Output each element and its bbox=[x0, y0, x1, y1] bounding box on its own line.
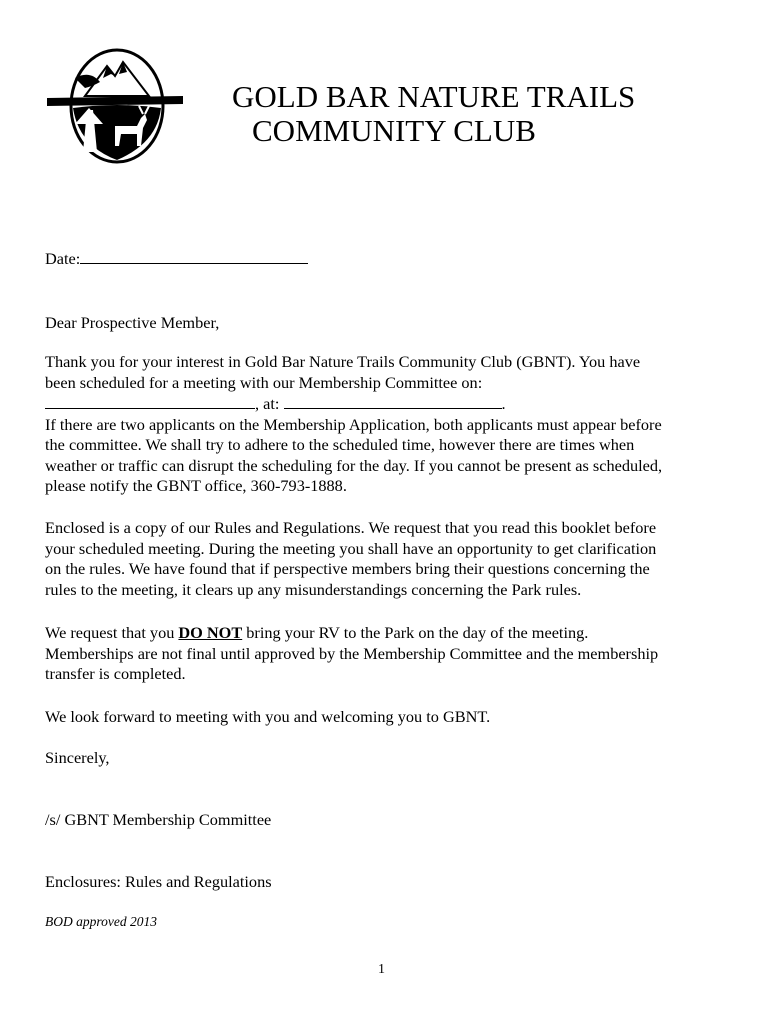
p2-line-b: your scheduled meeting. During the meeting you shall have an opportunity to get clarification bbox=[45, 538, 657, 558]
mountain-deer-emblem-icon bbox=[45, 48, 185, 168]
page-title bbox=[232, 80, 635, 148]
p2-line-a: Enclosed is a copy of our Rules and Regulations. We request that you read this booklet before bbox=[45, 518, 657, 537]
p3-line-c: transfer is completed. bbox=[45, 664, 186, 683]
meeting-date-blank[interactable] bbox=[45, 393, 255, 409]
p3-line-b: Memberships are not final until approved by the Membership Committee and the membership bbox=[45, 643, 659, 663]
closing: Sincerely, bbox=[45, 748, 110, 767]
title-line-2: COMMUNITY CLUB bbox=[252, 113, 536, 148]
meeting-time-line bbox=[45, 393, 735, 415]
do-not-emphasis: DO NOT bbox=[178, 623, 243, 642]
paragraph-3 bbox=[45, 623, 735, 685]
at-label: , at: bbox=[255, 394, 280, 413]
date-line bbox=[45, 248, 735, 270]
enclosures: Enclosures: Rules and Regulations bbox=[45, 872, 272, 891]
meeting-time-blank[interactable] bbox=[284, 393, 502, 409]
p1-line-c: If there are two applicants on the Membership Application, both applicants must appear before bbox=[45, 414, 662, 434]
signature: /s/ GBNT Membership Committee bbox=[45, 810, 272, 829]
p2-line-d: rules to the meeting, it clears up any misunderstandings concerning the Park rules. bbox=[45, 579, 582, 599]
date-label: Date: bbox=[45, 249, 81, 268]
p3-line-a bbox=[45, 623, 735, 644]
salutation: Dear Prospective Member, bbox=[45, 313, 220, 332]
date-blank[interactable] bbox=[80, 248, 308, 264]
p1-line-e: weather or traffic can disrupt the scheduling for the day. If you cannot be present as scheduled, bbox=[45, 455, 663, 475]
paragraph-4: We look forward to meeting with you and welcoming you to GBNT. bbox=[45, 707, 491, 726]
p3-pre: We request that you bbox=[45, 623, 179, 642]
approval-note: BOD approved 2013 bbox=[45, 914, 157, 929]
paragraph-1 bbox=[45, 352, 735, 497]
p1-line-a: Thank you for your interest in Gold Bar Nature Trails Community Club (GBNT). You have bbox=[45, 352, 641, 371]
p1-line-b: been scheduled for a meeting with our Membership Committee on: bbox=[45, 372, 483, 392]
p3-post: bring your RV to the Park on the day of the meeting. bbox=[242, 623, 589, 642]
page-number: 1 bbox=[378, 962, 385, 977]
p1-line-f: please notify the GBNT office, 360-793-1888. bbox=[45, 476, 347, 495]
p2-line-c: on the rules. We have found that if perspective members bring their questions concerning the bbox=[45, 559, 650, 578]
title-line-1: GOLD BAR NATURE TRAILS bbox=[232, 79, 636, 114]
p1-line-d: the committee. We shall try to adhere to the scheduled time, however there are times when bbox=[45, 435, 635, 454]
paragraph-2 bbox=[45, 518, 735, 600]
line-end-period: . bbox=[501, 394, 506, 413]
